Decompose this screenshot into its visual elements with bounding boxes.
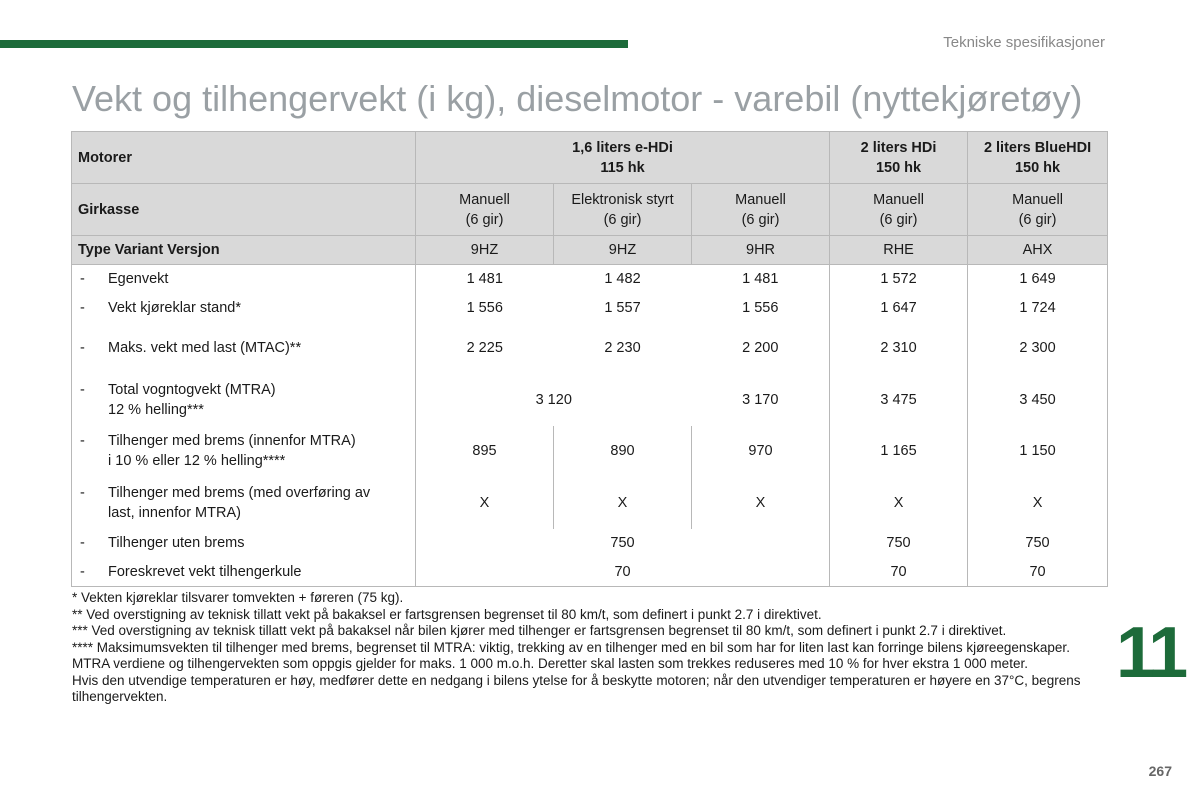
gearbox-cell: Manuell (6 gir): [692, 184, 830, 236]
table-row: [72, 477, 1108, 529]
value-cell: 1 556: [742, 299, 779, 316]
value-cell: X: [554, 477, 692, 529]
value-cell: 1 724: [968, 294, 1108, 322]
value-cell: 1 481: [742, 271, 779, 288]
row-label: - Total vogntogvekt (MTRA) 12 % helling***: [72, 374, 416, 426]
value-cell: 2 310: [830, 322, 968, 374]
footnote: * Vekten kjøreklar tilsvarer tomvekten + føreren (75 kg).: [72, 590, 404, 605]
footnote: **** Maksimumsvekten til tilhenger med brems, begrenset til MTRA: viktig, trekking av en tilhenger med en bil som har for liten last kan forringe bilens kjøreegenskaper.: [72, 639, 1070, 655]
gearbox-cell: Elektronisk styrt (6 gir): [554, 184, 692, 236]
gearbox-label: Girkasse: [72, 184, 416, 236]
value-cell: 750: [968, 529, 1108, 558]
value-cell: 1 482: [604, 271, 641, 288]
value-cell: 970: [692, 426, 830, 477]
table-row: [72, 374, 1108, 426]
engine-cell: 1,6 liters e-HDi 115 hk: [416, 132, 830, 184]
header-accent-bar: [0, 40, 628, 48]
footnotes: [72, 590, 1102, 706]
table-row: [72, 265, 1108, 294]
value-cell: 70: [830, 558, 968, 587]
value-cell: 1 557: [604, 299, 641, 316]
value-cell: 3 450: [968, 374, 1108, 426]
value-cell: 3 170: [742, 391, 779, 408]
row-label: - Egenvekt: [72, 265, 416, 294]
value-cell: 1 572: [830, 265, 968, 294]
value-cell: 1 165: [830, 426, 968, 477]
chapter-number: 11: [1116, 613, 1185, 693]
value-cell: 2 230: [604, 339, 641, 356]
value-cell: 2 225: [416, 322, 554, 374]
row-label: - Maks. vekt med last (MTAC)**: [72, 322, 416, 374]
footnote: MTRA verdiene og tilhengervekten som oppgis gjelder for maks. 1 000 m.o.h. Deretter skal lasten som trekkes reduseres med 10 % for hver ekstra 1 000 meter.: [72, 656, 1028, 671]
row-label: - Vekt kjøreklar stand*: [72, 294, 416, 322]
footnote: *** Ved overstigning av teknisk tillatt vekt på bakaksel når bilen kjører med tilhenger er fartsgrensen begrenset til 80 km/t, som definert i punkt 2.7 i direktivet.: [72, 623, 1007, 638]
engine-header-row: [72, 132, 1108, 184]
motor-label: Motorer: [72, 132, 416, 184]
value-cell: 1 481: [416, 265, 554, 294]
table-row: [72, 294, 1108, 322]
weight-spec-table: [71, 131, 1108, 587]
value-cell: 1 649: [968, 265, 1108, 294]
value-cell: 1 150: [968, 426, 1108, 477]
value-cell: 750: [830, 529, 968, 558]
variant-label: Type Variant Versjon: [72, 236, 416, 265]
value-cell: 70: [968, 558, 1108, 587]
variant-cell: RHE: [830, 236, 968, 265]
table-row: [72, 558, 1108, 587]
value-cell: X: [416, 477, 554, 529]
row-label: - Tilhenger med brems (med overføring av last, innenfor MTRA): [72, 477, 416, 529]
section-title: Tekniske spesifikasjoner: [943, 34, 1105, 51]
engine-cell: 2 liters BlueHDI 150 hk: [968, 132, 1108, 184]
variant-cell: 9HZ: [554, 236, 692, 265]
table-row: [72, 322, 1108, 374]
gearbox-cell: Manuell (6 gir): [416, 184, 554, 236]
footnote: Hvis den utvendige temperaturen er høy, medfører dette en nedgang i bilens ytelse for å beskytte motoren; når den utvendiger temperaturen er høyere en 37°C, begrens tilhengervekten.: [72, 672, 1081, 704]
variant-header-row: [72, 236, 1108, 265]
row-label: - Foreskrevet vekt tilhengerkule: [72, 558, 416, 587]
value-cell: 3 475: [830, 374, 968, 426]
variant-cell: 9HR: [692, 236, 830, 265]
value-cell: 70: [416, 558, 830, 587]
variant-cell: 9HZ: [416, 236, 554, 265]
engine-cell: 2 liters HDi 150 hk: [830, 132, 968, 184]
value-cell: 2 200: [742, 339, 779, 356]
value-cell: X: [968, 477, 1108, 529]
gearbox-cell: Manuell (6 gir): [830, 184, 968, 236]
row-label: - Tilhenger med brems (innenfor MTRA) i 10 % eller 12 % helling****: [72, 426, 416, 477]
value-cell: 895: [416, 426, 554, 477]
value-cell: X: [692, 477, 830, 529]
footnote: ** Ved overstigning av teknisk tillatt vekt på bakaksel er fartsgrensen begrenset til 80 km/t, som definert i punkt 2.7 i direktivet.: [72, 606, 822, 622]
gearbox-header-row: [72, 184, 1108, 236]
page-title: Vekt og tilhengervekt (i kg), dieselmotor - varebil (nyttekjøretøy): [72, 78, 1083, 119]
row-label: - Tilhenger uten brems: [72, 529, 416, 558]
table-row: [72, 426, 1108, 477]
gearbox-cell: Manuell (6 gir): [968, 184, 1108, 236]
value-cell: 2 300: [968, 322, 1108, 374]
value-cell: 3 120: [416, 374, 692, 426]
variant-cell: AHX: [968, 236, 1108, 265]
value-cell: X: [830, 477, 968, 529]
page-number: 267: [1148, 763, 1172, 779]
value-cell: 1 647: [830, 294, 968, 322]
table-row: [72, 529, 1108, 558]
value-cell: 1 556: [416, 294, 554, 322]
value-cell: 750: [416, 529, 830, 558]
value-cell: 890: [554, 426, 692, 477]
